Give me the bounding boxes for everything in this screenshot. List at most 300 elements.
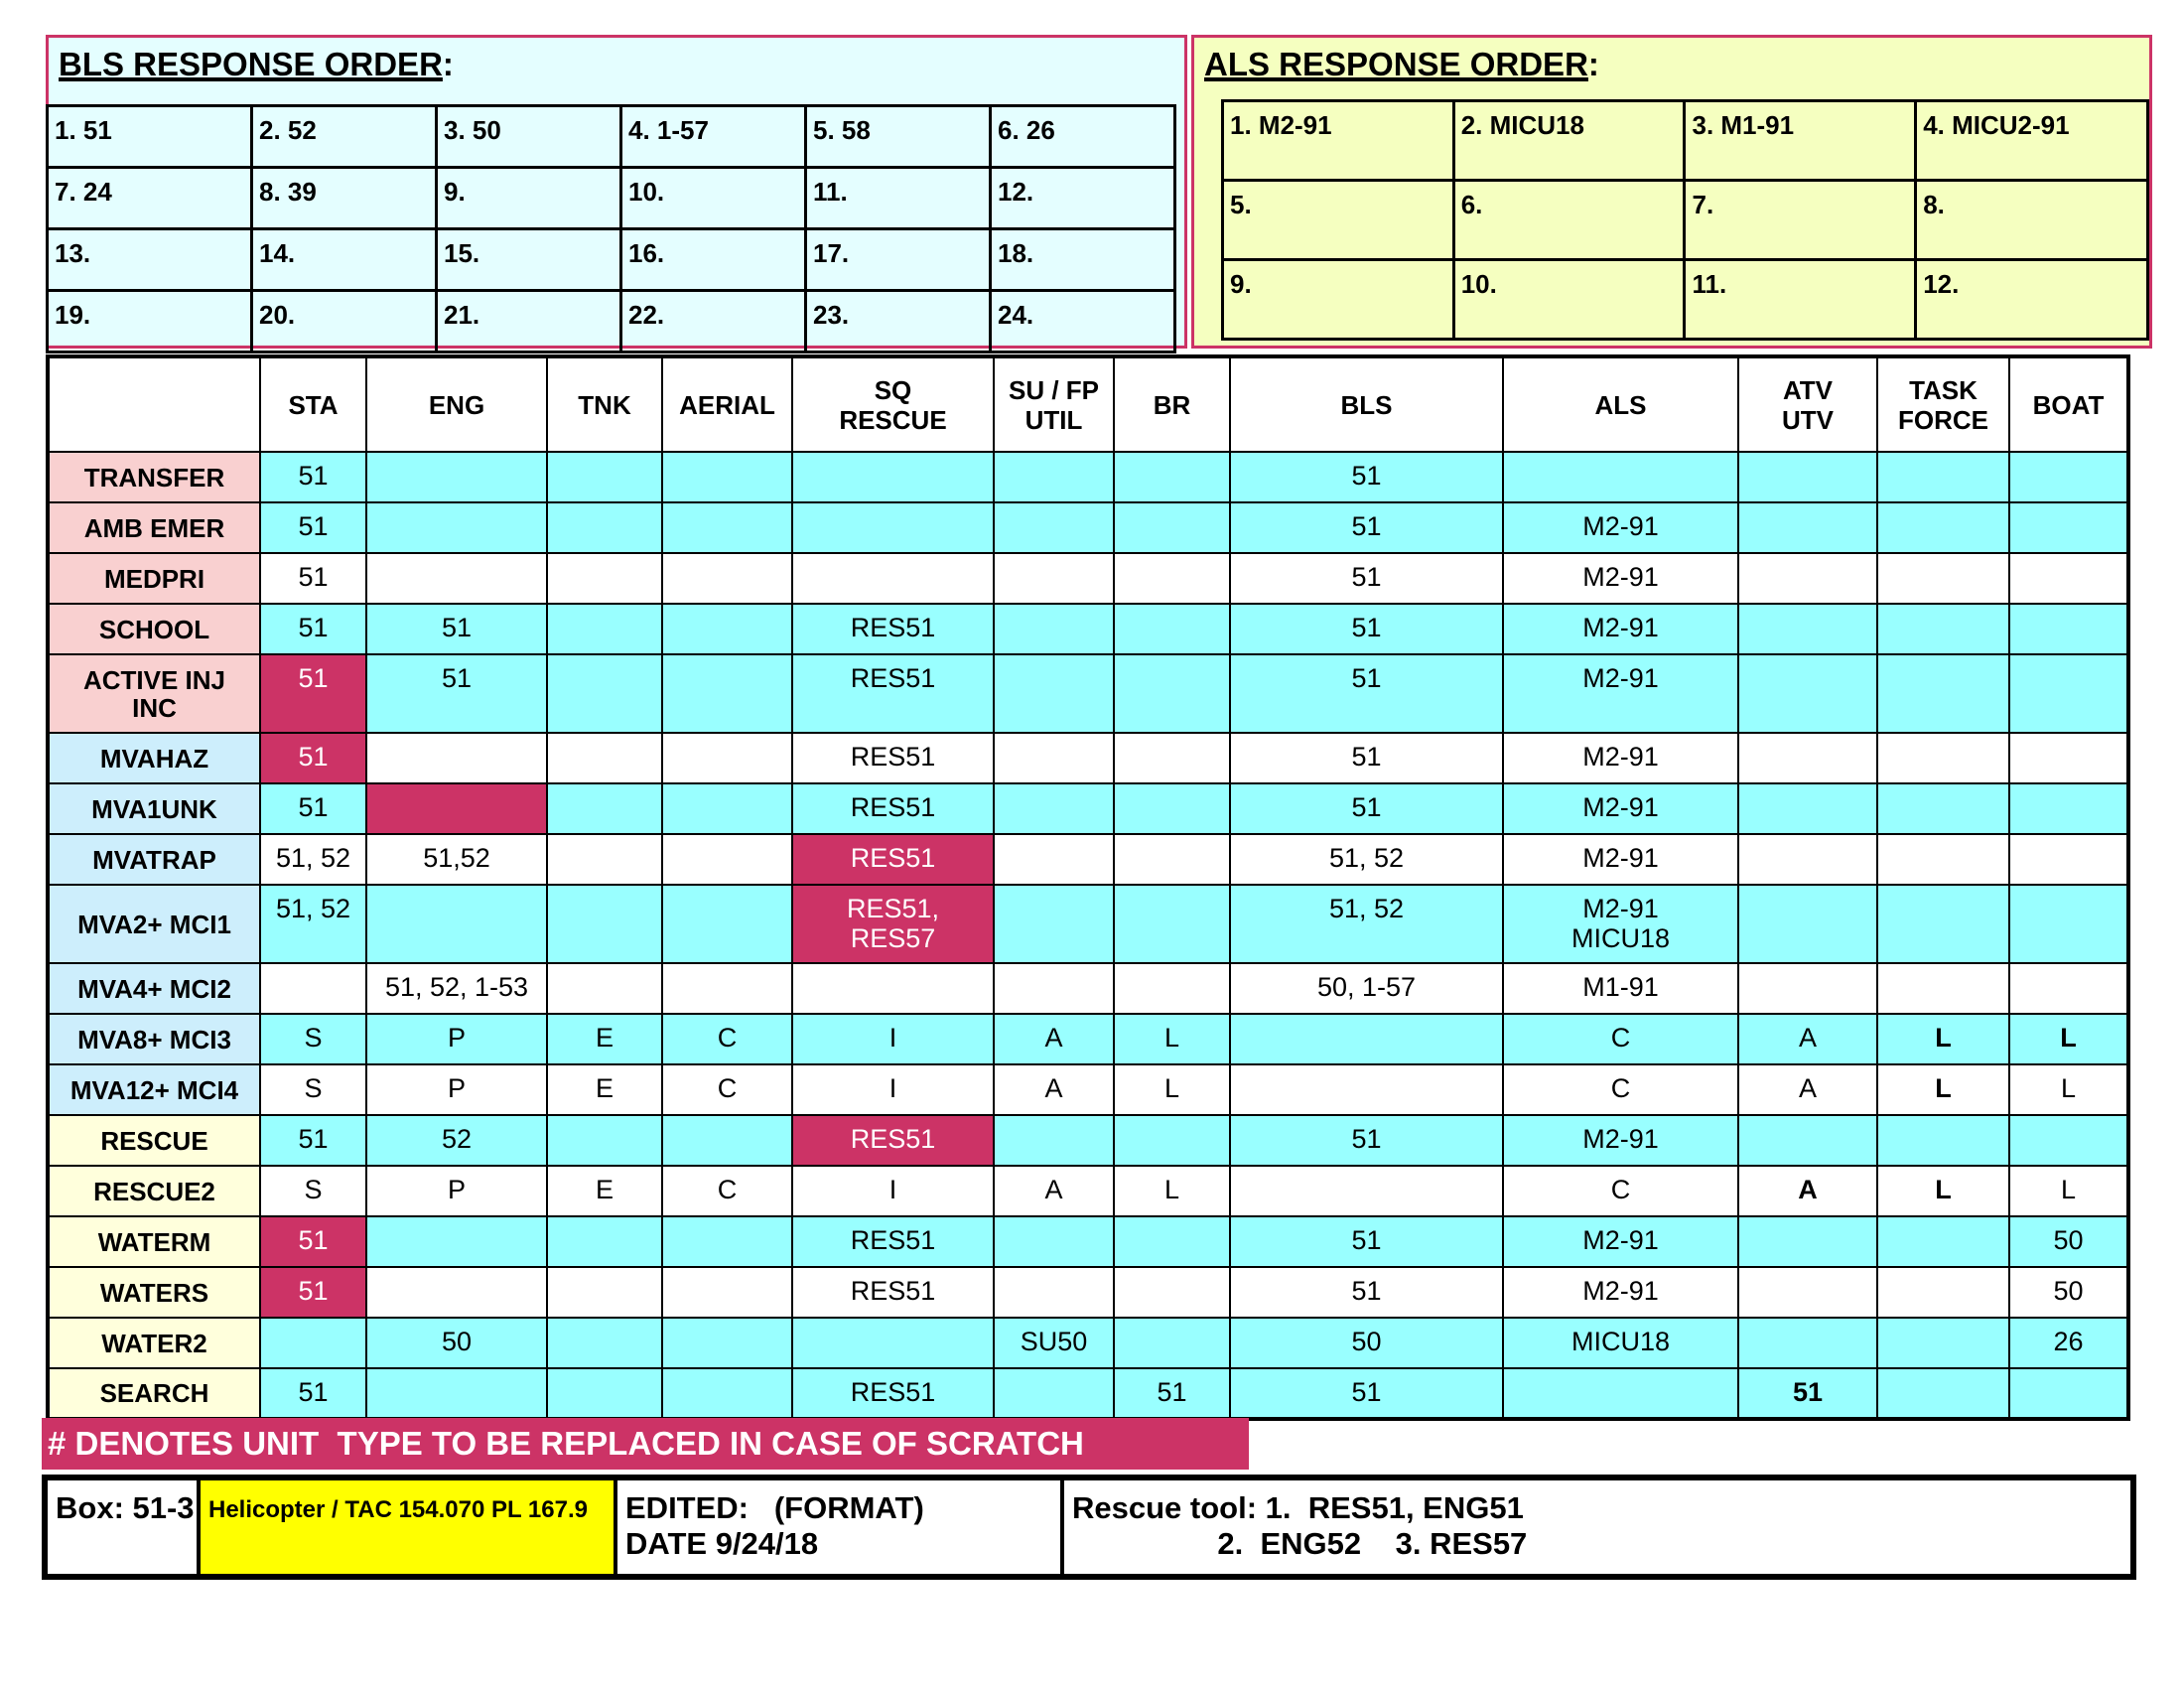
bls-order-cell: 12. bbox=[991, 168, 1175, 229]
table-cell bbox=[2009, 502, 2128, 553]
bls-order-cell: 16. bbox=[621, 229, 806, 291]
table-row bbox=[48, 783, 2128, 834]
table-cell bbox=[792, 1318, 994, 1368]
table-cell bbox=[994, 1368, 1114, 1419]
table-cell: 51 bbox=[1230, 502, 1503, 553]
table-cell bbox=[994, 502, 1114, 553]
table-cell bbox=[1114, 783, 1230, 834]
table-cell: 51 bbox=[260, 553, 366, 604]
table-cell bbox=[1877, 1216, 2009, 1267]
table-cell: 51 bbox=[1230, 1115, 1503, 1166]
table-cell: 50 bbox=[366, 1318, 547, 1368]
table-cell: P bbox=[366, 1064, 547, 1115]
table-cell bbox=[1738, 733, 1877, 783]
table-cell bbox=[662, 1216, 792, 1267]
table-cell bbox=[1877, 1115, 2009, 1166]
table-cell: RES51 bbox=[792, 654, 994, 733]
als-order-cell: 5. bbox=[1223, 181, 1454, 260]
table-cell: C bbox=[662, 1064, 792, 1115]
table-cell: L bbox=[1877, 1166, 2009, 1216]
bls-order-cell: 6. 26 bbox=[991, 106, 1175, 168]
table-row bbox=[48, 963, 2128, 1014]
bls-order-cell: 3. 50 bbox=[437, 106, 621, 168]
table-cell bbox=[662, 1368, 792, 1419]
als-order-cell: 8. bbox=[1916, 181, 2148, 260]
table-cell: L bbox=[1114, 1166, 1230, 1216]
table-cell bbox=[662, 604, 792, 654]
table-cell: 51, 52 bbox=[1230, 885, 1503, 963]
bls-order-row bbox=[48, 168, 1175, 229]
table-cell bbox=[994, 1115, 1114, 1166]
table-cell: A bbox=[994, 1014, 1114, 1064]
table-cell bbox=[994, 1216, 1114, 1267]
table-cell: A bbox=[1738, 1064, 1877, 1115]
column-header: TASK FORCE bbox=[1877, 356, 2009, 452]
table-cell bbox=[1738, 654, 1877, 733]
table-cell: 51 bbox=[260, 1368, 366, 1419]
table-cell: MICU18 bbox=[1503, 1318, 1738, 1368]
column-header: AERIAL bbox=[662, 356, 792, 452]
table-cell bbox=[547, 1115, 662, 1166]
table-cell: P bbox=[366, 1014, 547, 1064]
bls-order-grid bbox=[46, 104, 1176, 353]
table-cell: A bbox=[994, 1166, 1114, 1216]
column-header: ALS bbox=[1503, 356, 1738, 452]
table-cell bbox=[994, 452, 1114, 502]
table-row bbox=[48, 502, 2128, 553]
table-cell: S bbox=[260, 1166, 366, 1216]
als-order-cell: 12. bbox=[1916, 260, 2148, 340]
table-cell: C bbox=[1503, 1014, 1738, 1064]
table-cell bbox=[1877, 834, 2009, 885]
table-row bbox=[48, 1166, 2128, 1216]
row-label: MVA12+ MCI4 bbox=[48, 1064, 260, 1115]
table-cell bbox=[547, 654, 662, 733]
table-cell bbox=[1877, 553, 2009, 604]
table-cell bbox=[1230, 1166, 1503, 1216]
table-cell: S bbox=[260, 1014, 366, 1064]
table-cell: 51 bbox=[1230, 654, 1503, 733]
table-cell: 51 bbox=[260, 1267, 366, 1318]
table-cell bbox=[1114, 452, 1230, 502]
table-cell bbox=[1114, 553, 1230, 604]
table-cell bbox=[1877, 1368, 2009, 1419]
table-cell: 51 bbox=[260, 733, 366, 783]
table-cell bbox=[366, 452, 547, 502]
row-label: TRANSFER bbox=[48, 452, 260, 502]
table-cell: SU50 bbox=[994, 1318, 1114, 1368]
table-cell bbox=[1230, 1064, 1503, 1115]
column-header: ENG bbox=[366, 356, 547, 452]
bls-order-cell: 10. bbox=[621, 168, 806, 229]
footer-info bbox=[42, 1475, 2136, 1580]
table-cell bbox=[1738, 885, 1877, 963]
table-cell bbox=[547, 604, 662, 654]
table-cell bbox=[1877, 885, 2009, 963]
table-row bbox=[48, 1064, 2128, 1115]
bls-order-cell: 4. 1-57 bbox=[621, 106, 806, 168]
row-label: RESCUE bbox=[48, 1115, 260, 1166]
table-cell: I bbox=[792, 1014, 994, 1064]
table-row bbox=[48, 604, 2128, 654]
table-cell: 51, 52 bbox=[260, 834, 366, 885]
table-cell bbox=[366, 1267, 547, 1318]
table-cell: RES51 bbox=[792, 733, 994, 783]
table-cell bbox=[792, 553, 994, 604]
table-cell bbox=[1114, 502, 1230, 553]
als-response-order-panel bbox=[1191, 35, 2152, 349]
als-order-row bbox=[1223, 260, 2148, 340]
table-cell bbox=[662, 885, 792, 963]
bls-order-cell: 7. 24 bbox=[48, 168, 252, 229]
bls-order-cell: 20. bbox=[252, 291, 437, 352]
table-cell bbox=[1503, 1368, 1738, 1419]
table-cell: 50, 1-57 bbox=[1230, 963, 1503, 1014]
row-label: WATERS bbox=[48, 1267, 260, 1318]
table-cell bbox=[1114, 885, 1230, 963]
table-cell bbox=[547, 1216, 662, 1267]
table-cell: 51 bbox=[260, 1115, 366, 1166]
table-cell bbox=[994, 553, 1114, 604]
bls-order-cell: 2. 52 bbox=[252, 106, 437, 168]
table-cell bbox=[1738, 963, 1877, 1014]
table-cell bbox=[662, 1267, 792, 1318]
table-cell: M2-91 bbox=[1503, 502, 1738, 553]
table-row bbox=[48, 1014, 2128, 1064]
table-cell bbox=[366, 733, 547, 783]
column-header: SU / FP UTIL bbox=[994, 356, 1114, 452]
table-cell: 50 bbox=[2009, 1267, 2128, 1318]
table-cell bbox=[366, 783, 547, 834]
table-cell: 51 bbox=[1230, 1368, 1503, 1419]
table-cell bbox=[994, 654, 1114, 733]
rescue-tool: Rescue tool: 1. RES51, ENG51 2. ENG52 3. RES57 bbox=[1072, 1490, 1528, 1561]
table-cell: E bbox=[547, 1064, 662, 1115]
als-order-cell: 4. MICU2-91 bbox=[1916, 101, 2148, 181]
table-cell bbox=[2009, 604, 2128, 654]
table-cell: 51 bbox=[366, 654, 547, 733]
table-cell bbox=[1738, 553, 1877, 604]
table-cell bbox=[2009, 654, 2128, 733]
table-cell: L bbox=[2009, 1014, 2128, 1064]
table-row bbox=[48, 654, 2128, 733]
table-cell bbox=[2009, 834, 2128, 885]
table-cell: L bbox=[1114, 1014, 1230, 1064]
table-cell bbox=[547, 452, 662, 502]
table-cell bbox=[662, 654, 792, 733]
table-cell: 51 bbox=[1230, 553, 1503, 604]
table-cell: RES51 bbox=[792, 604, 994, 654]
table-cell bbox=[1230, 1014, 1503, 1064]
table-cell: RES51 bbox=[792, 834, 994, 885]
table-cell bbox=[662, 783, 792, 834]
table-cell bbox=[2009, 783, 2128, 834]
table-cell: 26 bbox=[2009, 1318, 2128, 1368]
table-cell: E bbox=[547, 1014, 662, 1064]
table-cell bbox=[2009, 1368, 2128, 1419]
row-label: MVA1UNK bbox=[48, 783, 260, 834]
als-order-cell: 6. bbox=[1453, 181, 1685, 260]
column-header: STA bbox=[260, 356, 366, 452]
table-row bbox=[48, 1267, 2128, 1318]
table-row bbox=[48, 1216, 2128, 1267]
table-cell: 51 bbox=[1230, 452, 1503, 502]
table-cell bbox=[2009, 733, 2128, 783]
bls-order-cell: 24. bbox=[991, 291, 1175, 352]
bls-order-cell: 8. 39 bbox=[252, 168, 437, 229]
bls-order-cell: 22. bbox=[621, 291, 806, 352]
table-cell bbox=[1877, 502, 2009, 553]
table-row bbox=[48, 885, 2128, 963]
table-cell: 51 bbox=[1230, 783, 1503, 834]
table-cell: RES51 bbox=[792, 1115, 994, 1166]
table-cell bbox=[1738, 1267, 1877, 1318]
table-cell: M2-91 bbox=[1503, 1216, 1738, 1267]
table-cell: 51 bbox=[260, 604, 366, 654]
table-cell: 51,52 bbox=[366, 834, 547, 885]
table-cell bbox=[547, 1368, 662, 1419]
table-cell bbox=[994, 963, 1114, 1014]
table-cell bbox=[662, 963, 792, 1014]
table-cell bbox=[662, 452, 792, 502]
table-row bbox=[48, 553, 2128, 604]
column-header: BLS bbox=[1230, 356, 1503, 452]
table-cell bbox=[1877, 1318, 2009, 1368]
table-cell bbox=[1877, 733, 2009, 783]
table-cell bbox=[662, 553, 792, 604]
table-cell: L bbox=[1877, 1014, 2009, 1064]
table-cell: M2-91 bbox=[1503, 1115, 1738, 1166]
table-cell bbox=[547, 1267, 662, 1318]
table-cell: RES51 bbox=[792, 1267, 994, 1318]
table-cell bbox=[1738, 502, 1877, 553]
table-cell: M2-91 bbox=[1503, 834, 1738, 885]
row-label: WATER2 bbox=[48, 1318, 260, 1368]
bls-order-cell: 21. bbox=[437, 291, 621, 352]
als-order-cell: 7. bbox=[1685, 181, 1916, 260]
table-cell bbox=[1877, 452, 2009, 502]
row-label: SCHOOL bbox=[48, 604, 260, 654]
als-order-cell: 2. MICU18 bbox=[1453, 101, 1685, 181]
table-cell: M2-91 bbox=[1503, 1267, 1738, 1318]
table-cell: I bbox=[792, 1064, 994, 1115]
table-cell: 51 bbox=[1230, 604, 1503, 654]
row-label: MVA8+ MCI3 bbox=[48, 1014, 260, 1064]
als-order-row bbox=[1223, 101, 2148, 181]
table-cell: 51 bbox=[1114, 1368, 1230, 1419]
table-cell: 51 bbox=[260, 1216, 366, 1267]
table-cell bbox=[547, 834, 662, 885]
table-cell bbox=[1114, 604, 1230, 654]
table-cell: M1-91 bbox=[1503, 963, 1738, 1014]
table-cell: 51 bbox=[1230, 1216, 1503, 1267]
table-cell bbox=[662, 1318, 792, 1368]
row-label: SEARCH bbox=[48, 1368, 260, 1419]
table-cell bbox=[662, 1115, 792, 1166]
table-cell bbox=[662, 502, 792, 553]
table-cell: I bbox=[792, 1166, 994, 1216]
table-cell: A bbox=[1738, 1014, 1877, 1064]
table-cell: A bbox=[994, 1064, 1114, 1115]
als-order-grid bbox=[1221, 99, 2149, 341]
bls-order-cell: 14. bbox=[252, 229, 437, 291]
table-cell bbox=[547, 963, 662, 1014]
table-cell bbox=[994, 1267, 1114, 1318]
table-cell: L bbox=[2009, 1166, 2128, 1216]
table-cell bbox=[1877, 604, 2009, 654]
table-cell: P bbox=[366, 1166, 547, 1216]
helicopter-frequency: Helicopter / TAC 154.070 PL 167.9 bbox=[201, 1480, 617, 1574]
table-cell bbox=[2009, 885, 2128, 963]
table-cell bbox=[1738, 1216, 1877, 1267]
bls-order-cell: 13. bbox=[48, 229, 252, 291]
table-cell: 51 bbox=[260, 654, 366, 733]
table-cell bbox=[366, 553, 547, 604]
table-cell bbox=[1114, 834, 1230, 885]
table-cell bbox=[994, 885, 1114, 963]
table-cell bbox=[366, 502, 547, 553]
table-cell: 51 bbox=[260, 452, 366, 502]
table-cell: 51 bbox=[260, 502, 366, 553]
table-row bbox=[48, 834, 2128, 885]
bls-order-row bbox=[48, 291, 1175, 352]
row-label: MVAHAZ bbox=[48, 733, 260, 783]
table-cell: M2-91 bbox=[1503, 604, 1738, 654]
table-cell: C bbox=[1503, 1166, 1738, 1216]
table-cell bbox=[2009, 452, 2128, 502]
table-cell bbox=[1877, 783, 2009, 834]
table-cell bbox=[547, 502, 662, 553]
column-header: BOAT bbox=[2009, 356, 2128, 452]
als-order-cell: 3. M1-91 bbox=[1685, 101, 1916, 181]
table-cell: 51 bbox=[1230, 733, 1503, 783]
bls-order-cell: 15. bbox=[437, 229, 621, 291]
bls-order-cell: 9. bbox=[437, 168, 621, 229]
table-cell bbox=[994, 733, 1114, 783]
table-row bbox=[48, 452, 2128, 502]
table-cell: 51 bbox=[260, 783, 366, 834]
table-row bbox=[48, 1115, 2128, 1166]
als-order-cell: 9. bbox=[1223, 260, 1454, 340]
als-order-cell: 1. M2-91 bbox=[1223, 101, 1454, 181]
table-cell bbox=[994, 834, 1114, 885]
bls-order-cell: 19. bbox=[48, 291, 252, 352]
bls-order-cell: 11. bbox=[806, 168, 991, 229]
header-row bbox=[48, 356, 2128, 452]
table-cell: RES51 bbox=[792, 1216, 994, 1267]
row-label: AMB EMER bbox=[48, 502, 260, 553]
bls-order-cell: 17. bbox=[806, 229, 991, 291]
row-label: ACTIVE INJ INC bbox=[48, 654, 260, 733]
als-order-cell: 11. bbox=[1685, 260, 1916, 340]
table-cell bbox=[792, 452, 994, 502]
table-cell: RES51, RES57 bbox=[792, 885, 994, 963]
table-cell bbox=[1877, 963, 2009, 1014]
bls-order-cell: 23. bbox=[806, 291, 991, 352]
table-cell: L bbox=[1877, 1064, 2009, 1115]
table-cell bbox=[547, 783, 662, 834]
table-cell: 51 bbox=[1738, 1368, 1877, 1419]
table-cell: M2-91 MICU18 bbox=[1503, 885, 1738, 963]
table-cell: S bbox=[260, 1064, 366, 1115]
row-label: MVA4+ MCI2 bbox=[48, 963, 260, 1014]
table-cell bbox=[1114, 1267, 1230, 1318]
table-cell: 51, 52 bbox=[260, 885, 366, 963]
table-cell bbox=[547, 733, 662, 783]
table-cell bbox=[1738, 834, 1877, 885]
table-row bbox=[48, 1318, 2128, 1368]
table-cell bbox=[1738, 452, 1877, 502]
table-row bbox=[48, 1368, 2128, 1419]
table-cell: A bbox=[1738, 1166, 1877, 1216]
table-cell: C bbox=[662, 1166, 792, 1216]
table-cell: 51 bbox=[1230, 1267, 1503, 1318]
row-label: WATERM bbox=[48, 1216, 260, 1267]
table-cell bbox=[1114, 1318, 1230, 1368]
table-cell bbox=[1738, 1115, 1877, 1166]
table-cell bbox=[1114, 733, 1230, 783]
table-cell: C bbox=[1503, 1064, 1738, 1115]
row-label: MVA2+ MCI1 bbox=[48, 885, 260, 963]
table-cell bbox=[994, 604, 1114, 654]
row-label: MVATRAP bbox=[48, 834, 260, 885]
table-cell bbox=[1877, 654, 2009, 733]
table-cell bbox=[1877, 1267, 2009, 1318]
table-cell: C bbox=[662, 1014, 792, 1064]
als-title: ALS RESPONSE ORDER: bbox=[1204, 46, 1599, 82]
table-cell bbox=[1114, 1216, 1230, 1267]
table-cell bbox=[2009, 553, 2128, 604]
table-cell: E bbox=[547, 1166, 662, 1216]
table-cell bbox=[1114, 963, 1230, 1014]
table-cell bbox=[547, 553, 662, 604]
row-label: RESCUE2 bbox=[48, 1166, 260, 1216]
table-cell bbox=[2009, 1115, 2128, 1166]
column-header: BR bbox=[1114, 356, 1230, 452]
table-cell bbox=[366, 885, 547, 963]
row-label: MEDPRI bbox=[48, 553, 260, 604]
table-cell bbox=[547, 885, 662, 963]
column-header: ATV UTV bbox=[1738, 356, 1877, 452]
table-cell bbox=[662, 733, 792, 783]
table-cell bbox=[2009, 963, 2128, 1014]
table-cell: 51, 52 bbox=[1230, 834, 1503, 885]
table-cell: RES51 bbox=[792, 1368, 994, 1419]
table-cell bbox=[260, 1318, 366, 1368]
table-cell bbox=[260, 963, 366, 1014]
als-order-row bbox=[1223, 181, 2148, 260]
table-cell bbox=[662, 834, 792, 885]
table-cell bbox=[1114, 1115, 1230, 1166]
bls-order-cell: 1. 51 bbox=[48, 106, 252, 168]
bls-title: BLS RESPONSE ORDER: bbox=[59, 46, 454, 82]
bls-order-cell: 18. bbox=[991, 229, 1175, 291]
table-cell: 51 bbox=[366, 604, 547, 654]
edited-date: EDITED: (FORMAT) DATE 9/24/18 bbox=[617, 1480, 1064, 1574]
als-order-cell: 10. bbox=[1453, 260, 1685, 340]
table-cell bbox=[994, 783, 1114, 834]
bls-order-cell: 5. 58 bbox=[806, 106, 991, 168]
bls-response-order-panel bbox=[46, 35, 1187, 349]
table-cell bbox=[366, 1368, 547, 1419]
bls-order-row bbox=[48, 106, 1175, 168]
column-header: TNK bbox=[547, 356, 662, 452]
table-cell: 51, 52, 1-53 bbox=[366, 963, 547, 1014]
scratch-notice-banner: # DENOTES UNIT TYPE TO BE REPLACED IN CASE OF SCRATCH bbox=[42, 1418, 1249, 1470]
table-cell: M2-91 bbox=[1503, 553, 1738, 604]
table-cell bbox=[792, 502, 994, 553]
bls-order-row bbox=[48, 229, 1175, 291]
